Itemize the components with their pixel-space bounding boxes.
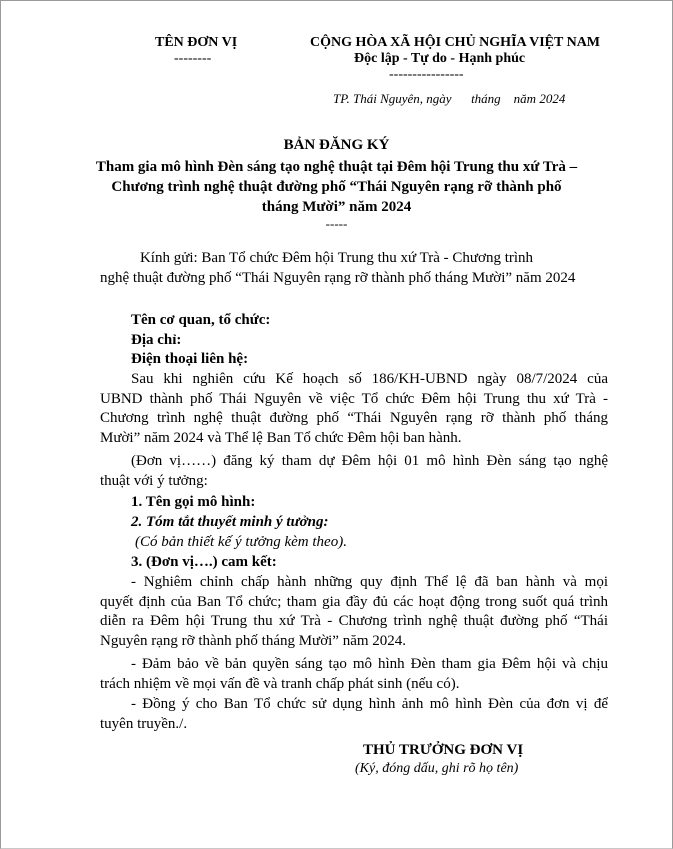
- paragraph-line: Mười” năm 2024 và Thể lệ Ban Tổ chức Đêm hội ban hành.: [100, 429, 462, 446]
- place-date-line: TP. Thái Nguyên, ngày tháng năm 2024: [333, 91, 566, 106]
- paragraph-line: tuyên truyền./.: [100, 715, 188, 732]
- paragraph-line: UBND thành phố Thái Nguyên về việc Tổ chức Đêm hội Trung thu xứ Trà -: [100, 390, 608, 407]
- document-subject-line-2: Chương trình nghệ thuật đường phố “Thái Nguyên rạng rỡ thành phố: [111, 179, 562, 195]
- paragraph-line: Nguyên rạng rỡ thành phố tháng Mười” năm 2024.: [100, 632, 407, 649]
- document-title: BẢN ĐĂNG KÝ: [283, 137, 390, 153]
- paragraph-intro: [100, 370, 608, 448]
- paragraph-line: thuật với ý tưởng:: [100, 472, 208, 489]
- addressee-line-1: Kính gửi: Ban Tổ chức Đêm hội Trung thu xứ Trà - Chương trình: [139, 250, 534, 266]
- national-title: CỘNG HÒA XÃ HỘI CHỦ NGHĨA VIỆT NAM: [310, 35, 601, 50]
- paragraph-line: Chương trình nghệ thuật đường phố “Thái Nguyên rạng rỡ thành phố tháng: [100, 410, 608, 427]
- paragraph-line: Sau khi nghiên cứu Kế hoạch số 186/KH-UBND ngày 08/7/2024 của: [131, 371, 608, 387]
- commitment-3: [100, 695, 608, 734]
- addressee-line-2: nghệ thuật đường phố “Thái Nguyên rạng rỡ thành phố tháng Mười” năm 2024: [100, 270, 576, 286]
- paragraph-line: diễn ra Đêm hội Trung thu xứ Trà - Chương trình nghệ thuật đường phố “Thái: [100, 613, 608, 630]
- commitment-1: [100, 573, 608, 651]
- section-idea-note: (Có bản thiết kế ý tưởng kèm theo).: [135, 534, 347, 550]
- title-rule: -----: [325, 216, 348, 231]
- signature-title: THỦ TRƯỞNG ĐƠN VỊ: [363, 742, 524, 758]
- field-org-name: Tên cơ quan, tổ chức:: [131, 312, 271, 328]
- field-phone: Điện thoại liên hệ:: [131, 351, 249, 367]
- section-commitment: 3. (Đơn vị….) cam kết:: [131, 554, 277, 570]
- paragraph-line: (Đơn vị……) đăng ký tham dự Đêm hội 01 mô hình Đèn sáng tạo nghệ: [131, 453, 608, 469]
- paragraph-line: - Nghiêm chỉnh chấp hành những quy định Thể lệ đã ban hành và mọi: [131, 574, 608, 590]
- paragraph-line: quyết định của Ban Tổ chức; tham gia đầy đủ các hoạt động trong suốt quá trình: [100, 593, 608, 610]
- document-subject-line-1: Tham gia mô hình Đèn sáng tạo nghệ thuật tại Đêm hội Trung thu xứ Trà –: [95, 159, 578, 175]
- national-motto: Độc lập - Tự do - Hạnh phúc: [354, 51, 526, 66]
- field-address: Địa chỉ:: [131, 332, 182, 348]
- signature-note: (Ký, đóng dấu, ghi rõ họ tên): [355, 761, 519, 776]
- paragraph-line: trách nhiệm về mọi vấn đề và tranh chấp phát sinh (nếu có).: [100, 675, 460, 692]
- unit-name-rule: --------: [174, 51, 212, 66]
- section-model-name: 1. Tên gọi mô hình:: [131, 494, 256, 510]
- paragraph-line: - Đồng ý cho Ban Tổ chức sử dụng hình ảnh mô hình Đèn của đơn vị để: [131, 696, 608, 712]
- document-subject-line-3: tháng Mười” năm 2024: [261, 199, 412, 215]
- unit-name-placeholder: TÊN ĐƠN VỊ: [155, 35, 238, 50]
- paragraph-line: - Đảm bảo về bản quyền sáng tạo mô hình Đèn tham gia Đêm hội và chịu: [131, 656, 608, 672]
- commitment-2: [100, 655, 608, 694]
- national-motto-rule: ----------------: [389, 67, 464, 82]
- section-idea-summary: 2. Tóm tắt thuyết minh ý tưởng:: [131, 514, 329, 530]
- paragraph-registration: [100, 452, 608, 491]
